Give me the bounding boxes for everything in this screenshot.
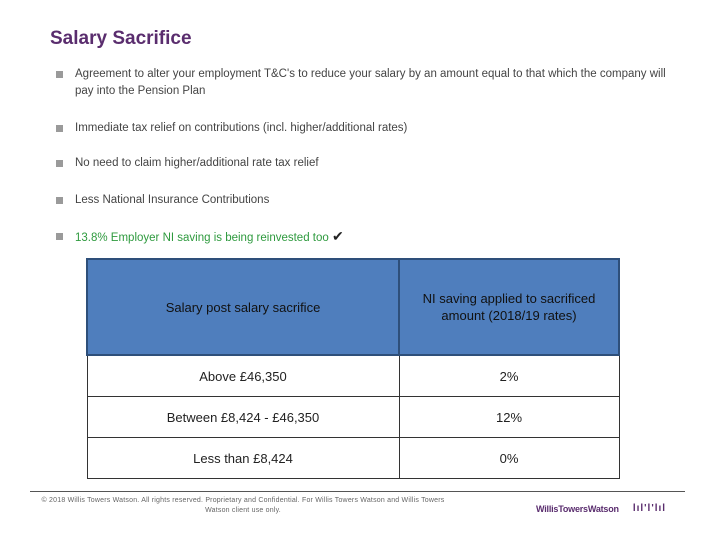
bullet-item	[56, 155, 319, 172]
logo-mark-icon: lıl'l'lıl	[632, 503, 667, 514]
bullet-item	[56, 120, 407, 137]
table-cell-ni-saving: 0%	[399, 438, 619, 479]
logo-wordmark: WillisTowersWatson	[536, 503, 619, 514]
bullet-text: No need to claim higher/additional rate tax relief	[75, 157, 319, 169]
table-row	[87, 397, 619, 438]
square-bullet-icon	[56, 160, 63, 167]
square-bullet-icon	[56, 197, 63, 204]
header-ni-saving: NI saving applied to sacrificed amount (2018/19 rates)	[399, 259, 619, 355]
table-cell-ni-saving: 12%	[399, 397, 619, 438]
table-cell-salary-band: Above £46,350	[87, 355, 399, 397]
bullet-text: Agreement to alter your employment T&C's to reduce your salary by an amount equal to that which the company will pay into the Pension Plan	[75, 68, 666, 97]
ni-saving-table	[86, 258, 620, 479]
square-bullet-icon	[56, 125, 63, 132]
bullet-item	[56, 228, 344, 247]
square-bullet-icon	[56, 71, 63, 78]
bullet-item	[56, 192, 269, 209]
bullet-text: Immediate tax relief on contributions (incl. higher/additional rates)	[75, 122, 408, 134]
company-logo	[536, 503, 666, 514]
table-cell-salary-band: Less than £8,424	[87, 438, 399, 479]
table-row	[87, 438, 619, 479]
bullet-text: Less National Insurance Contributions	[75, 194, 270, 206]
copyright-notice: © 2018 Willis Towers Watson. All rights reserved. Proprietary and Confidential. For Willis Towers Watson and Willis Towers Watson client use only.	[41, 497, 445, 514]
highlight-bullet-text: 13.8% Employer NI saving is being reinvested too	[75, 232, 329, 244]
bullet-item	[56, 66, 676, 100]
table-row	[87, 355, 619, 397]
square-bullet-icon	[56, 233, 63, 240]
table-cell-ni-saving: 2%	[399, 355, 619, 397]
page-title: Salary Sacrifice	[50, 28, 192, 49]
table-cell-salary-band: Between £8,424 - £46,350	[87, 397, 399, 438]
table-header-row	[87, 259, 619, 355]
checkmark-icon: ✔	[331, 228, 344, 244]
footer-divider	[30, 491, 685, 492]
header-salary-post-sacrifice: Salary post salary sacrifice	[87, 259, 399, 355]
